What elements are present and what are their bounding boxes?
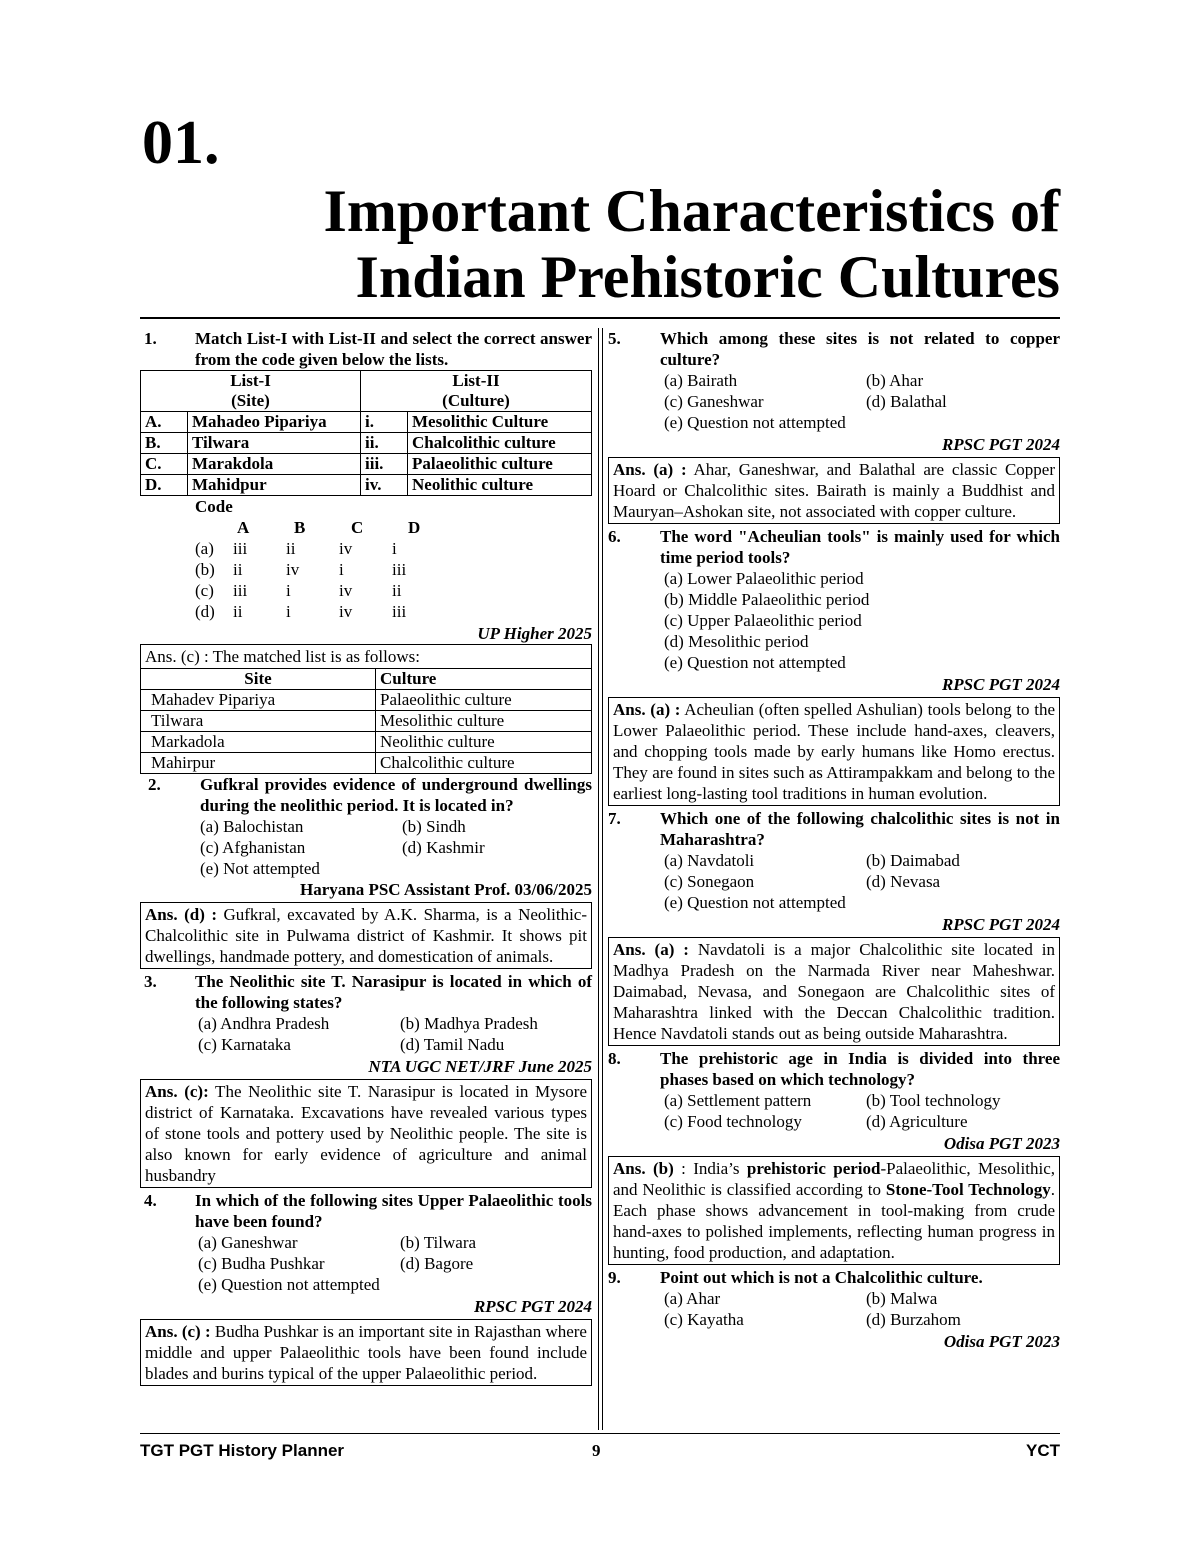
- code-label: Code: [195, 497, 233, 516]
- code-value: iv: [286, 560, 300, 579]
- question-source: Odisa PGT 2023: [943, 1332, 1060, 1351]
- option-e: (e) Question not attempted: [664, 653, 846, 672]
- option-d: (d) Burzahom: [866, 1310, 961, 1329]
- question-source: RPSC PGT 2024: [941, 915, 1060, 934]
- question-text: The Neolithic site T. Narasipur is located in which of the following states?: [195, 972, 592, 1012]
- code-value: i: [339, 560, 344, 579]
- option-b: (b) Tilwara: [400, 1233, 477, 1252]
- code-row: [195, 559, 592, 580]
- option-b: (b) Tool technology: [866, 1091, 1001, 1110]
- option-c: (c) Budha Pushkar: [198, 1254, 325, 1273]
- option-a: (a) Balochistan: [200, 817, 304, 836]
- question-source: Haryana PSC Assistant Prof. 03/06/2025: [299, 880, 592, 899]
- option-c: (c) Sonegaon: [664, 872, 755, 891]
- list-1-subtitle: (Site): [231, 391, 270, 410]
- question-number: 4.: [144, 1191, 157, 1210]
- answer-label: Ans. (a) :: [613, 940, 689, 959]
- answer-label: Ans. (c) :: [145, 1322, 211, 1341]
- row-key: D.: [141, 475, 188, 496]
- question-text: Match List-I with List-II and select the correct answer from the code given below the lists.: [195, 329, 592, 369]
- question-text: In which of the following sites Upper Palaeolithic tools have been found?: [195, 1191, 592, 1231]
- question-2: [140, 774, 592, 816]
- list-2-title: List-II: [452, 371, 500, 390]
- row-key: C.: [141, 454, 188, 475]
- row-key: B.: [141, 433, 188, 454]
- list-2-header: [361, 371, 592, 412]
- code-value: ii: [233, 560, 243, 579]
- option-e: (e) Question not attempted: [664, 893, 846, 912]
- footer-book-title: TGT PGT History Planner: [140, 1441, 345, 1460]
- chapter-number: 01.: [142, 109, 220, 177]
- option-a: (a) Bairath: [664, 371, 738, 390]
- option-d: (d) Tamil Nadu: [400, 1035, 505, 1054]
- table-row: [141, 412, 592, 433]
- question-source: RPSC PGT 2024: [473, 1297, 592, 1316]
- answer-text: The Neolithic site T. Narasipur is located in Mysore district of Karnataka. Excavations have revealed various types of stone tools and pottery used by Neolithic people. The site is also known for early evidence of agriculture and animal husbandry: [145, 1082, 587, 1185]
- table-row: [141, 732, 592, 753]
- row-num: iii.: [361, 454, 408, 475]
- answer-text: Acheulian (often spelled Ashulian) tools belong to the Lower Palaeolithic period. These include hand-axes, cleavers, and chopping tools made by early humans like Homo erectus. They are found in sites such as Attirampakkam and belong to the earliest long-lasting tool traditions in human evolution.: [613, 700, 1055, 803]
- code-value: iii: [233, 581, 248, 600]
- answer-box: [140, 644, 592, 668]
- answer-text-part: : India’s: [673, 1159, 747, 1178]
- row-site: Marakdola: [188, 454, 361, 475]
- code-row: [195, 538, 592, 559]
- question-5: [608, 328, 1060, 370]
- left-column: [140, 328, 592, 1388]
- cell: Mahadev Pipariya: [141, 690, 376, 711]
- cell: Neolithic culture: [376, 732, 592, 753]
- row-num: i.: [361, 412, 408, 433]
- question-8: [608, 1048, 1060, 1090]
- question-number: 2.: [148, 775, 161, 794]
- list-1-title: List-I: [230, 371, 271, 390]
- answer-box: [608, 697, 1060, 806]
- cell: Mesolithic culture: [376, 711, 592, 732]
- code-head: A: [237, 518, 250, 537]
- answer-label: Ans. (c):: [145, 1082, 209, 1101]
- cell: Tilwara: [141, 711, 376, 732]
- question-source: UP Higher 2025: [477, 624, 592, 643]
- code-head: C: [351, 518, 364, 537]
- page-number: 9: [592, 1441, 601, 1460]
- code-row: [195, 601, 592, 622]
- row-key: A.: [141, 412, 188, 433]
- question-text: Point out which is not a Chalcolithic culture.: [660, 1268, 983, 1287]
- answer-label: Ans. (c) :: [145, 647, 209, 666]
- code-value: ii: [286, 539, 296, 558]
- right-column: [608, 328, 1060, 1352]
- table-row: [141, 454, 592, 475]
- answer-text: Budha Pushkar is an important site in Rajasthan where middle and upper Palaeolithic tools have been found include blades and burins typical of the upper Palaeolithic period.: [145, 1322, 587, 1383]
- option-a: (a) Ganeshwar: [198, 1233, 298, 1252]
- option-a: (a) Andhra Pradesh: [198, 1014, 330, 1033]
- answer-text-bold: Stone-Tool Technology: [885, 1180, 1051, 1199]
- answer-table: [140, 668, 592, 774]
- answer-text-bold: prehistoric period: [746, 1159, 881, 1178]
- option-b: (b) Madhya Pradesh: [400, 1014, 538, 1033]
- option-c: (c) Karnataka: [198, 1035, 291, 1054]
- chapter-title-line1: Important Characteristics of: [323, 178, 1060, 244]
- option-a: (a) Navdatoli: [664, 851, 755, 870]
- answer-label: Ans. (b): [613, 1159, 674, 1178]
- column-divider: [598, 328, 599, 1430]
- answer-label: Ans. (a) :: [613, 460, 687, 479]
- row-site: Mahadeo Pipariya: [188, 412, 361, 433]
- chapter-title: [324, 178, 1061, 310]
- options: [608, 850, 1060, 913]
- answer-label: Ans. (a) :: [613, 700, 681, 719]
- question-text: Gufkral provides evidence of underground dwellings during the neolithic period. It is located in?: [200, 775, 592, 815]
- code-value: iv: [339, 602, 353, 621]
- answer-label: Ans. (d) :: [145, 905, 217, 924]
- footer-rule: [140, 1433, 1060, 1434]
- code-option: (b): [195, 560, 215, 579]
- code-value: i: [286, 602, 291, 621]
- question-source: Odisa PGT 2023: [943, 1134, 1060, 1153]
- code-value: iii: [392, 560, 407, 579]
- footer-publisher: YCT: [1026, 1441, 1060, 1460]
- option-e: (e) Question not attempted: [664, 413, 846, 432]
- option-c: (c) Upper Palaeolithic period: [664, 611, 862, 630]
- option-b: (b) Daimabad: [866, 851, 960, 870]
- option-e: (e) Not attempted: [200, 859, 320, 878]
- row-culture: Palaeolithic culture: [408, 454, 592, 475]
- row-culture: Mesolithic Culture: [408, 412, 592, 433]
- table-row: [141, 690, 592, 711]
- row-site: Mahidpur: [188, 475, 361, 496]
- option-b: (b) Malwa: [866, 1289, 938, 1308]
- code-row: [195, 580, 592, 601]
- options: [140, 816, 592, 879]
- answer-text: The matched list is as follows:: [208, 647, 420, 666]
- table-row: [141, 711, 592, 732]
- options: [140, 1232, 592, 1295]
- code-value: iii: [233, 539, 248, 558]
- question-text: The prehistoric age in India is divided into three phases based on which technology?: [660, 1049, 1060, 1089]
- table-row: [141, 475, 592, 496]
- options: [140, 1013, 592, 1055]
- options: [608, 1288, 1060, 1330]
- question-text: Which among these sites is not related to copper culture?: [660, 329, 1060, 369]
- code-block: [140, 496, 592, 622]
- answer-box: [140, 1319, 592, 1386]
- code-value: iv: [339, 581, 353, 600]
- list-1-header: [141, 371, 361, 412]
- table-header-row: [141, 669, 592, 690]
- question-9: [608, 1267, 1060, 1288]
- answer-text-part: -Palaeolithic, Mesolithic, and Neolithic is classified according to: [613, 1159, 1055, 1199]
- question-text: The word "Acheulian tools" is mainly used for which time period tools?: [660, 527, 1060, 567]
- question-source: NTA UGC NET/JRF June 2025: [368, 1057, 592, 1076]
- code-value: ii: [392, 581, 402, 600]
- question-number: 7.: [608, 809, 621, 828]
- question-1: [140, 328, 592, 370]
- cell: Palaeolithic culture: [376, 690, 592, 711]
- question-source: RPSC PGT 2024: [941, 435, 1060, 454]
- code-value: i: [392, 539, 397, 558]
- option-c: (c) Afghanistan: [200, 838, 306, 857]
- code-header-row: [195, 517, 592, 538]
- answer-box: [608, 457, 1060, 524]
- option-c: (c) Food technology: [664, 1112, 802, 1131]
- code-value: iii: [392, 602, 407, 621]
- question-number: 1.: [144, 329, 157, 348]
- cell: Chalcolithic culture: [376, 753, 592, 774]
- answer-box: [608, 937, 1060, 1046]
- answer-text: Ahar, Ganeshwar, and Balathal are classic Copper Hoard or Chalcolithic sites. Bairath is mainly a Buddhist and Mauryan–Ashokan site, not associated with copper culture.: [613, 460, 1056, 521]
- options: [608, 568, 1060, 673]
- table-row: [141, 433, 592, 454]
- code-value: i: [286, 581, 291, 600]
- col-header-culture: Culture: [376, 669, 592, 690]
- question-number: 5.: [608, 329, 621, 348]
- option-d: (d) Mesolithic period: [664, 632, 809, 651]
- row-num: ii.: [361, 433, 408, 454]
- row-site: Tilwara: [188, 433, 361, 454]
- option-a: (a) Settlement pattern: [664, 1091, 812, 1110]
- option-b: (b) Ahar: [866, 371, 924, 390]
- question-number: 3.: [144, 972, 157, 991]
- option-c: (c) Ganeshwar: [664, 392, 764, 411]
- code-option: (d): [195, 602, 215, 621]
- cell: Markadola: [141, 732, 376, 753]
- code-head: B: [294, 518, 306, 537]
- column-divider-inner: [602, 328, 603, 1430]
- question-number: 6.: [608, 527, 621, 546]
- option-e: (e) Question not attempted: [198, 1275, 380, 1294]
- code-value: ii: [233, 602, 243, 621]
- code-head: D: [408, 518, 421, 537]
- option-d: (d) Nevasa: [866, 872, 941, 891]
- option-c: (c) Kayatha: [664, 1310, 744, 1329]
- chapter-title-line2: Indian Prehistoric Cultures: [355, 244, 1060, 310]
- option-a: (a) Ahar: [664, 1289, 721, 1308]
- answer-box: [140, 902, 592, 969]
- question-text: Which one of the following chalcolithic sites is not in Maharashtra?: [660, 809, 1060, 849]
- option-b: (b) Sindh: [402, 817, 466, 836]
- top-rule: [140, 317, 1060, 319]
- question-4: [140, 1190, 592, 1232]
- row-num: iv.: [361, 475, 408, 496]
- question-number: 8.: [608, 1049, 621, 1068]
- code-option: (c): [195, 581, 214, 600]
- list-2-subtitle: (Culture): [442, 391, 510, 410]
- answer-box: [140, 1079, 592, 1188]
- question-6: [608, 526, 1060, 568]
- question-3: [140, 971, 592, 1013]
- answer-text: Gufkral, excavated by A.K. Sharma, is a Neolithic-Chalcolithic site in Pulwama district of Kashmir. It shows pit dwellings, handmade pottery, and domestication of animals.: [145, 905, 587, 966]
- row-culture: Chalcolithic culture: [408, 433, 592, 454]
- options: [608, 370, 1060, 433]
- option-d: (d) Balathal: [866, 392, 947, 411]
- answer-text-part: . Each phase shows advancement in tool-making from crude hand-axes to polished implements, reflecting human progress in hunting, food production, and adaptation.: [613, 1180, 1055, 1262]
- table-row: [141, 753, 592, 774]
- option-a: (a) Lower Palaeolithic period: [664, 569, 864, 588]
- answer-box: [608, 1156, 1060, 1265]
- answer-text: Navdatoli is a major Chalcolithic site located in Madhya Pradesh on the Narmada River near Maheshwar. Daimabad, Nevasa, and Sonegaon are Chalcolithic sites of Maharashtra linked with the Deccan Chalcolithic tradition. Hence Navdatoli stands out as being outside Maharashtra.: [613, 940, 1055, 1043]
- code-grid: [195, 517, 592, 622]
- option-d: (d) Bagore: [400, 1254, 474, 1273]
- code-value: iv: [339, 539, 353, 558]
- col-header-site: Site: [141, 669, 376, 690]
- question-7: [608, 808, 1060, 850]
- match-table: [140, 370, 592, 496]
- question-number: 9.: [608, 1268, 621, 1287]
- cell: Mahirpur: [141, 753, 376, 774]
- option-b: (b) Middle Palaeolithic period: [664, 590, 870, 609]
- option-d: (d) Agriculture: [866, 1112, 968, 1131]
- options: [608, 1090, 1060, 1132]
- question-source: RPSC PGT 2024: [941, 675, 1060, 694]
- code-option: (a): [195, 539, 214, 558]
- row-culture: Neolithic culture: [408, 475, 592, 496]
- option-d: (d) Kashmir: [402, 838, 485, 857]
